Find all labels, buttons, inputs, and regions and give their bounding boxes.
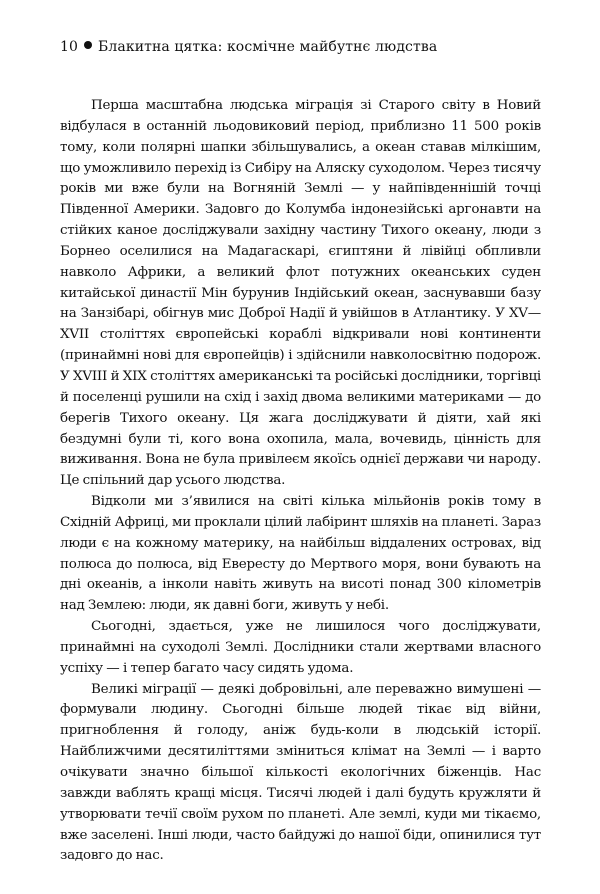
- running-title: Блакитна цятка: космічне майбутнє людства: [98, 39, 438, 55]
- page-number: 10: [60, 39, 79, 55]
- paragraph-4: Великі міграції — деякі добровільні, але переважно вимушені — формували людину. Сьогодні більше людей тікає від війни, пригноблення й голоду, аніж будь-коли в людській історії. Найближчими десятиліттями зміниться клімат на Землі — і варто очікувати значно більшої кількості екологічних біженців. Нас завжди ваблять кращі місця. Тисячі людей і далі будуть кружляти й утворювати течії своїм рухом по планеті. Але землі, куди ми тікаємо, вже заселені. Інші люди, часто байдужі до нашої біди, опинилися тут задовго до нас.: [60, 681, 541, 864]
- running-header: [60, 38, 437, 56]
- bullet-icon: [84, 41, 92, 49]
- paragraph-3: Сьогодні, здається, уже не лишилося чого досліджувати, принаймні на суходолі Землі. Дослідники стали жертвами власного успіху — і тепер багато часу сидять удома.: [60, 619, 541, 676]
- body-text: [60, 96, 541, 867]
- paragraph-1: Перша масштабна людська міграція зі Старого світу в Новий відбулася в останній льодовиковий період, приблизно 11 500 років тому, коли полярні шапки збільшувались, а океан ставав мілкішим, що уможливило перехід із Сибіру на Аляску суходолом. Через тисячу років ми вже були на Вогняній Землі — у найпівденнішій точці Південної Америки. Задовго до Колумба індонезійські аргонавти на стійких каное досліджували західну частину Тихого океану, люди з Борнео оселилися на Мадагаскарі, єгиптяни й лівійці обпливли навколо Африки, а великий флот потужних океанських суден китайської династії Мін бурунив Індійський океан, заснувавши базу на Занзібарі, обігнув мис Доброї Надії й увійшов в Атлантику. У XV—XVII століттях європейські кораблі відкривали нові континенти (принаймні нові для європейців) і здійснили навколосвітню подорож. У XVIII й XIX століттях американські та російські дослідники, торгівці й поселенці рушили на схід і захід двома великими материками — до берегів Тихого океану. Ця жага досліджувати й діяти, хай які бездумні були ті, кого вона охопила, мала, вочевидь, цінність для виживання. Вона не була привілеєм якоїсь однієї держави чи народу. Це спільний дар усього людства.: [60, 98, 541, 489]
- paragraph-2: Відколи ми з’явилися на світі кілька мільйонів років тому в Східній Африці, ми проклали цілий лабіринт шляхів на планеті. Зараз люди є на кожному материку, на найбільш віддалених островах, від полюса до полюса, від Евересту до Мертвого моря, вони бувають на дні океанів, а інколи навіть живуть на висоті понад 300 кілометрів над Землею: люди, як давні боги, живуть у небі.: [60, 494, 541, 614]
